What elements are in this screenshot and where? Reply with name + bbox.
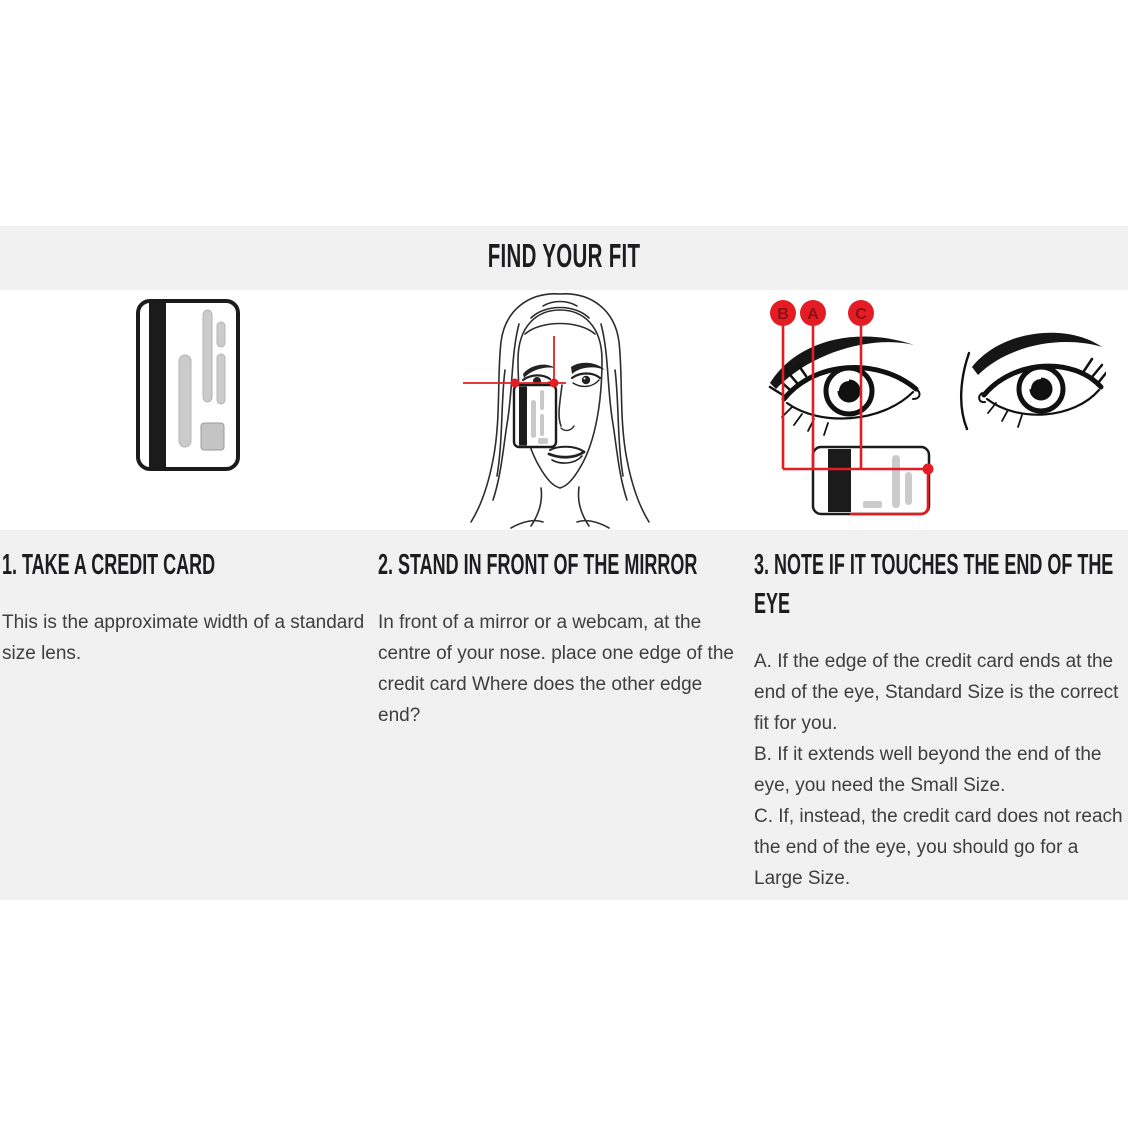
eyes-with-markers-icon: [756, 295, 1106, 530]
top-whitespace: [0, 0, 1128, 226]
face-lips: [549, 447, 584, 463]
step-3-option-a: A. If the edge of the credit card ends at the end of the eye, Standard Size is the correct fit for you.: [754, 651, 1119, 734]
face-line-art: [471, 294, 649, 528]
instructions-band: [0, 530, 1128, 900]
right-eye-art: [961, 333, 1106, 429]
face-mirror-illustration: [376, 290, 752, 530]
marker-a-label: A: [807, 306, 819, 323]
title-band: [0, 226, 1128, 290]
credit-card-illustration: [0, 290, 376, 530]
step-1-heading: 1. TAKE A CREDIT CARD: [2, 549, 216, 581]
marker-c-label: C: [855, 306, 867, 323]
marker-b-label: B: [777, 306, 789, 323]
face-with-card-icon: [453, 290, 675, 530]
eye-markers-illustration: [752, 290, 1128, 530]
step-1: [0, 546, 376, 894]
step-2-body: [378, 607, 752, 731]
step-2-text: In front of a mirror or a webcam, at the centre of your nose. place one edge of the credit card Where does the other edge end?: [378, 612, 734, 726]
step-3-option-c: C. If, instead, the credit card does not reach the end of the eye, you should go for a Large Size.: [754, 806, 1123, 889]
left-eye-art: [770, 336, 920, 435]
step-3-option-b: B. If it extends well beyond the end of the eye, you need the Small Size.: [754, 744, 1102, 796]
measure-card: [813, 447, 929, 514]
step-3-body: [754, 646, 1128, 894]
card-magstripe: [149, 303, 166, 467]
step-2-heading: 2. STAND IN FRONT OF THE MIRROR: [378, 549, 698, 581]
page-title: FIND YOUR FIT: [487, 237, 641, 274]
card-chip: [201, 423, 224, 450]
illustration-band: [0, 290, 1128, 530]
step-3: [752, 546, 1128, 894]
credit-card-icon: [135, 298, 241, 472]
step-1-text: This is the approximate width of a standard size lens.: [2, 612, 365, 664]
step-2: [376, 546, 752, 894]
card-edge-dot: [923, 464, 934, 475]
step-3-heading: 3. NOTE IF IT TOUCHES THE END OF THE EYE: [754, 549, 1114, 620]
step-1-body: [2, 607, 376, 669]
face-card-overlay: [514, 385, 556, 447]
